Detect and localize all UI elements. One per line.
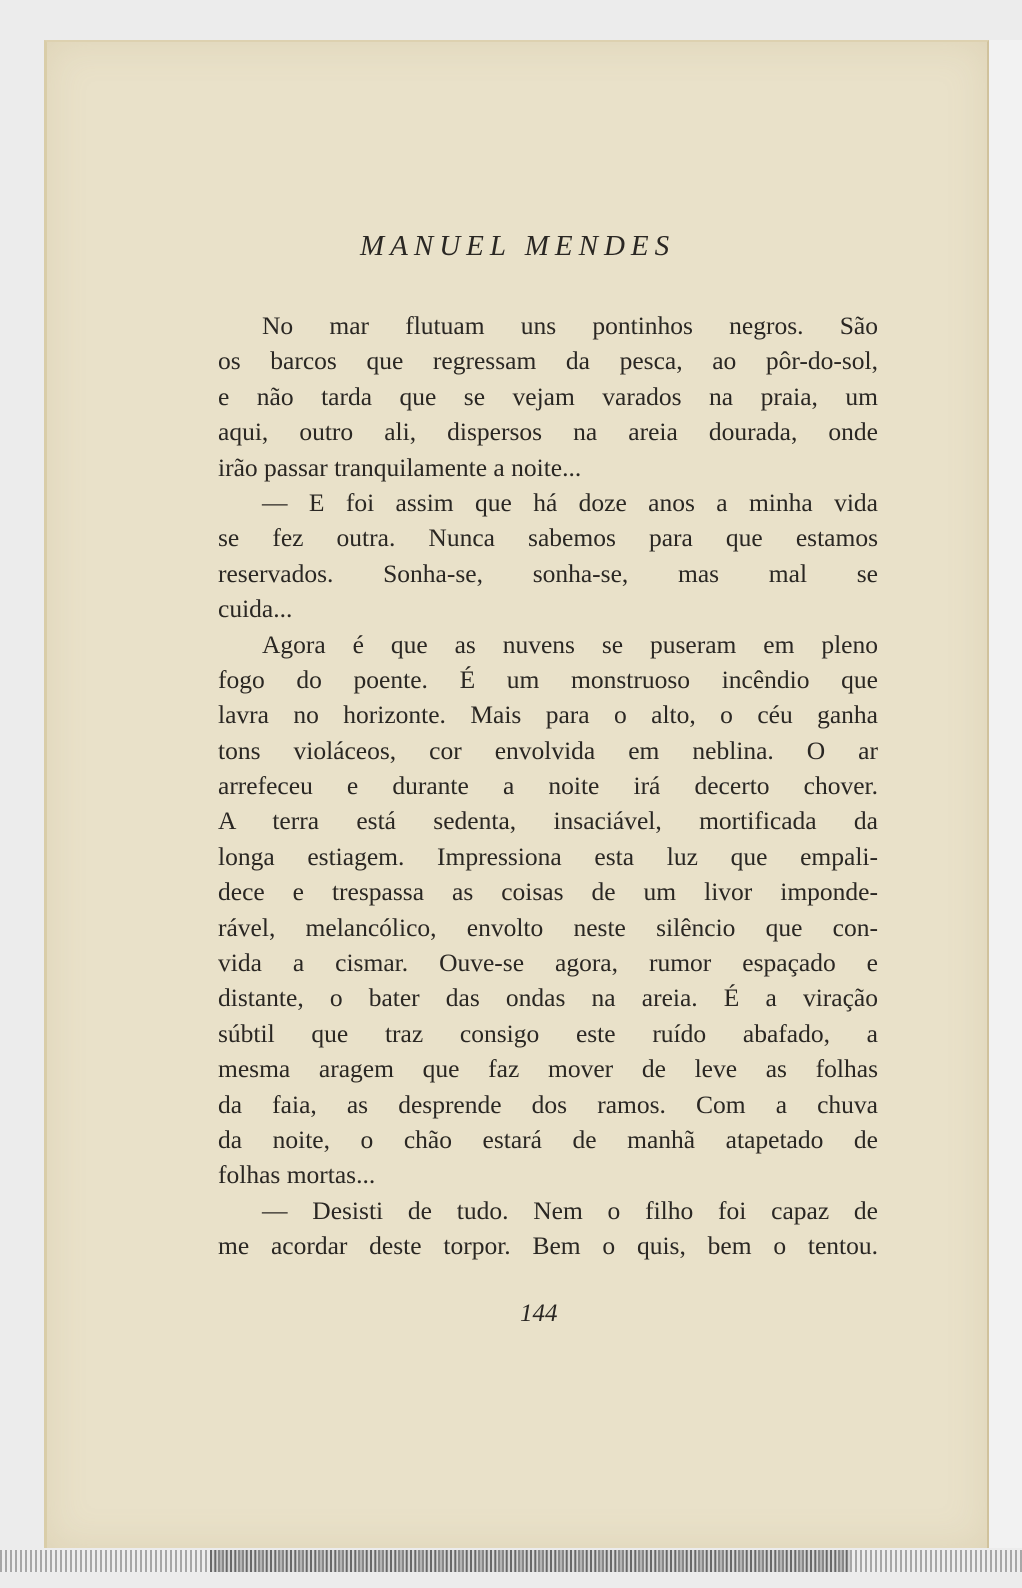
text-line: vida a cismar. Ouve-se agora, rumor espaçado e (218, 948, 878, 978)
text-line: arrefeceu e durante a noite irá decerto chover. (218, 771, 878, 801)
text-line: os barcos que regressam da pesca, ao pôr-do-sol, (218, 346, 878, 376)
text-line: rável, melancólico, envolto neste silêncio que con- (218, 912, 878, 942)
text-line: dece e trespassa as coisas de um livor imponde- (218, 877, 878, 907)
text-line: tons violáceos, cor envolvida em neblina. O ar (218, 735, 878, 765)
text-line: No mar flutuam uns pontinhos negros. São (262, 311, 878, 340)
text-line: mesma aragem que faz mover de leve as folhas (218, 1054, 878, 1084)
text-line: da noite, o chão estará de manhã atapetado de (218, 1124, 878, 1154)
text-line: folhas mortas... (218, 1160, 376, 1190)
text-line: reservados. Sonha-se, sonha-se, mas mal se (218, 558, 878, 588)
text-line: distante, o bater das ondas na areia. É a viração (218, 983, 878, 1013)
text-line: A terra está sedenta, insaciável, mortificada da (218, 806, 878, 836)
text-line: — Desisti de tudo. Nem o filho foi capaz de (262, 1195, 878, 1225)
body-text (218, 308, 878, 1264)
text-line: e não tarda que se vejam varados na praia, um (218, 381, 878, 411)
text-line: longa estiagem. Impressiona esta luz que empali- (218, 841, 878, 871)
text-line: se fez outra. Nunca sabemos para que estamos (218, 523, 878, 553)
text-line: — E foi assim que há doze anos a minha vida (262, 487, 878, 517)
page-edge (989, 40, 1022, 1548)
text-line: fogo do poente. É um monstruoso incêndio que (218, 664, 878, 694)
page-number: 144 (520, 1300, 558, 1327)
text-line: da faia, as desprende dos ramos. Com a chuva (218, 1089, 878, 1119)
running-head: MANUEL MENDES (360, 230, 676, 262)
text-line: aqui, outro ali, dispersos na areia dourada, onde (218, 417, 878, 447)
scan-ruler-strip-dark (210, 1550, 850, 1572)
text-line: cuida... (218, 594, 293, 624)
text-line: súbtil que traz consigo este ruído abafado, a (218, 1018, 878, 1048)
text-line: irão passar tranquilamente a noite... (218, 452, 582, 482)
text-line: me acordar deste torpor. Bem o quis, bem o tentou. (218, 1231, 878, 1261)
text-line: Agora é que as nuvens se puseram em pleno (262, 629, 878, 659)
text-line: lavra no horizonte. Mais para o alto, o céu ganha (218, 700, 878, 730)
